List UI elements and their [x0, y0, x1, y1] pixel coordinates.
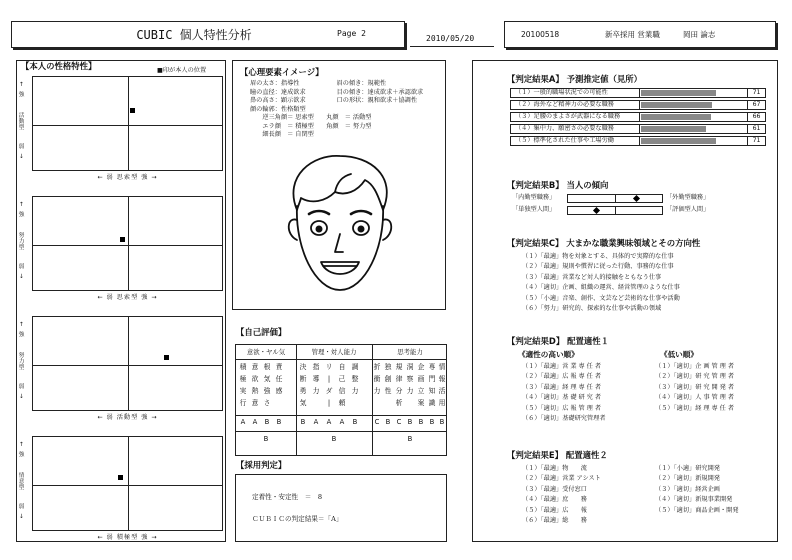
self-eval-char: |: [327, 375, 331, 383]
y-axis-weak: 弱: [18, 384, 25, 390]
result-a-value: 67: [747, 100, 765, 110]
self-eval-char-row: [236, 399, 446, 410]
result-b-left-label: 「内勤型職務」: [512, 194, 556, 201]
result-a-row: [510, 112, 766, 122]
x-axis-label: ← 弱 積極型 強 →: [97, 534, 158, 541]
self-eval-rating: B: [352, 418, 358, 426]
chart-plot-area: [32, 196, 223, 291]
result-a-bar: [641, 114, 711, 120]
psych-legend-line: 眉の太さ：指導性 眉の傾き：規範性: [250, 80, 387, 87]
result-c-item: （５）「小適」音楽、創作、文芸など芸術的な仕事や活動: [522, 294, 680, 302]
result-d-low-item: （３）「適切」研 究 開 発 者: [655, 383, 735, 391]
group-rating-motivation: B: [263, 435, 269, 443]
chart-plot-area: [32, 76, 223, 171]
y-axis-bottom-arrow: ↓: [19, 154, 24, 160]
psych-title: 【心理要素イメージ】: [240, 67, 324, 77]
result-b-marker: [633, 194, 640, 201]
report-title: CUBIC 個人特性分析: [136, 28, 252, 42]
y-axis-top-arrow: ↑: [19, 202, 24, 208]
result-a-value: 61: [747, 124, 765, 134]
y-axis-weak: 弱: [18, 264, 25, 270]
position-marker: [130, 108, 135, 113]
self-eval-rating: B: [385, 418, 391, 426]
self-eval-rating: B: [407, 418, 413, 426]
result-d-low-item: （５）「適切」経 理 専 任 者: [655, 404, 735, 412]
result-e-title: 【判定結果E】 配置適性２: [507, 450, 608, 460]
result-d-high-item: （６）「適切」基礎研究管理者: [522, 415, 606, 423]
candidate-box: [504, 21, 776, 48]
title-box: [11, 21, 405, 48]
self-eval-rating: B: [439, 418, 445, 426]
y-axis-bottom-arrow: ↓: [19, 274, 24, 280]
result-a-row: [510, 100, 766, 110]
self-eval-char-row: [236, 387, 446, 398]
result-a-value: 71: [747, 88, 765, 98]
group-header-management: 管理・対人能力: [311, 348, 357, 356]
self-eval-char: 意: [251, 363, 259, 371]
self-eval-rating: B: [300, 418, 306, 426]
self-eval-char: 力: [351, 387, 359, 395]
result-c-title: 【判定結果C】 大まかな職業興味領域とその方向性: [507, 238, 701, 248]
psych-legend-line: 瞳の直径：達成欲求 目の傾き：達成欲求＋承認欲求: [250, 88, 424, 96]
result-e-left-item: （４）「最適」庶 務: [522, 496, 587, 504]
result-c-item: （６）「努力」研究的、探索的な仕事や活動の領域: [522, 305, 662, 313]
self-eval-char: 極: [239, 375, 247, 383]
result-d-low-item: （４）「適切」人 事 管 理 者: [655, 394, 735, 402]
self-eval-char: 知: [428, 387, 436, 395]
y-axis-top-arrow: ↑: [19, 322, 24, 328]
y-axis-strong: 強: [18, 332, 25, 338]
y-axis-label: 努 力 型: [18, 353, 25, 371]
self-eval-rating: C: [374, 418, 380, 426]
result-a-bar: [641, 126, 706, 132]
result-c-list: [522, 252, 680, 314]
result-c-item: （２）「最適」規則や慣習に従った行動、事務的な仕事: [522, 263, 674, 271]
self-eval-divider: [236, 431, 446, 432]
result-d-high-list: [522, 362, 606, 424]
result-d-low-list: [655, 362, 734, 414]
y-axis-bottom-arrow: ↓: [19, 394, 24, 400]
cubic-result: ＣＵＢＩＣの判定結果＝「A」: [252, 515, 343, 523]
result-d-low-title: 《低い順》: [660, 350, 698, 359]
self-eval-char: 頼: [338, 399, 346, 407]
self-eval-rating: A: [252, 418, 258, 426]
chart-plot-area: [32, 316, 223, 411]
self-eval-rating: B: [276, 418, 282, 426]
group-rating-thinking: B: [407, 435, 413, 443]
y-axis-label: 活 動 型: [18, 113, 25, 131]
result-e-left-item: （５）「最適」広 報: [522, 506, 587, 514]
result-a-label: （１）一般的職場状況での可能性: [515, 89, 608, 96]
self-eval-divider: [236, 359, 446, 360]
result-a-row: [510, 124, 766, 134]
self-eval-char: 門: [428, 375, 436, 383]
report-date: 2010/05/20: [426, 34, 475, 43]
self-eval-char: 断: [299, 375, 307, 383]
self-eval-char: 案: [417, 399, 425, 407]
self-eval-rating: A: [313, 418, 319, 426]
result-d-high-item: （２）「最適」広 報 専 任 者: [522, 373, 602, 381]
result-b-title: 【判定結果B】 当人の傾向: [507, 180, 609, 190]
self-eval-char: 整: [351, 375, 359, 383]
result-a-separator: [639, 88, 640, 98]
self-eval-char: 指: [312, 363, 320, 371]
self-eval-title: 【自己評価】: [236, 327, 287, 337]
y-axis-weak: 弱: [18, 504, 25, 510]
self-eval-char: 気: [299, 399, 307, 407]
y-axis-top-arrow: ↑: [19, 442, 24, 448]
group-header-thinking: 思考能力: [397, 348, 423, 356]
position-marker: [118, 475, 123, 480]
self-eval-char: 独: [384, 363, 392, 371]
result-a-title: 【判定結果A】 予測推定値（見所）: [507, 74, 643, 84]
position-marker: [120, 237, 125, 242]
self-eval-char: 欲: [251, 375, 259, 383]
self-eval-char: 律: [395, 375, 403, 383]
recruit-box: [235, 474, 447, 542]
personality-chart: [16, 190, 226, 305]
self-eval-char: 己: [338, 375, 346, 383]
result-a-row: [510, 136, 766, 146]
date-underline: [410, 46, 494, 47]
position-marker: [164, 355, 169, 360]
self-eval-char: 識: [428, 399, 436, 407]
psych-legend-line: 顔の輪郭：性格類型: [250, 105, 306, 113]
result-b-scale-mid: [615, 195, 616, 202]
self-eval-char: 力: [312, 387, 320, 395]
result-e-right-item: （３）「適切」経営企画: [655, 485, 720, 493]
self-eval-rating: A: [240, 418, 246, 426]
self-eval-char: 画: [417, 375, 425, 383]
self-eval-char: 報: [438, 375, 446, 383]
self-eval-char: 任: [275, 375, 283, 383]
self-eval-rating: B: [264, 418, 270, 426]
self-eval-rating: B: [418, 418, 424, 426]
chart-midline-v: [128, 317, 129, 410]
result-a-value: 66: [747, 112, 765, 122]
result-e-left-item: （２）「最適」営業 アシスト: [522, 475, 601, 483]
result-a-bar: [641, 90, 716, 96]
result-a-separator: [639, 124, 640, 134]
self-eval-char: さ: [263, 399, 271, 407]
left-pupil: [316, 226, 323, 233]
psych-legend-line: 逆三角顔＝ 思索型 丸顔 ＝ 活動型: [250, 114, 372, 122]
self-eval-ratings-row: [236, 418, 446, 430]
candidate-id: 20100518: [521, 30, 560, 39]
x-axis-label: ← 弱 活動型 強 →: [97, 414, 158, 421]
recruit-title: 【採用判定】: [236, 460, 287, 470]
result-e-right-list: [655, 464, 739, 516]
self-eval-rating: B: [429, 418, 435, 426]
self-eval-char: 察: [406, 375, 414, 383]
self-eval-char: 行: [239, 399, 247, 407]
psych-legend-line: エラ顔 ＝ 積極型 角顔 ＝ 努力型: [250, 122, 372, 130]
result-a-label: （４）集中力、願密さの必要な職務: [515, 125, 614, 132]
personality-title: 【本人の性格特性】: [21, 61, 97, 71]
chart-midline-v: [128, 437, 129, 530]
result-c-item: （１）「最適」物を対象とする、具体的で実際的な仕事: [522, 253, 674, 260]
self-eval-char: 洞: [406, 363, 414, 371]
self-eval-rating: A: [326, 418, 332, 426]
self-eval-rating: C: [396, 418, 402, 426]
self-eval-char: ダ: [325, 387, 333, 395]
result-e-left-item: （１）「最適」物 流: [522, 465, 587, 472]
result-c-item: （３）「最適」営業など対人的接触をともなう仕事: [522, 273, 662, 281]
result-e-right-item: （４）「適切」新規事業開発: [655, 496, 733, 504]
result-d-high-title: 《適性の高い順》: [518, 350, 579, 359]
self-eval-char: 性: [384, 387, 392, 395]
face-illustration: [265, 148, 415, 298]
personality-chart: [16, 70, 226, 185]
result-a-label: （５）標準化された仕事や工場労働: [515, 137, 614, 144]
self-eval-char: 熱: [251, 387, 259, 395]
result-a-row: [510, 88, 766, 98]
self-eval-table: [235, 344, 447, 456]
chart-midline-v: [128, 77, 129, 170]
result-a-bar: [641, 138, 716, 144]
y-axis-label: 努 力 型: [18, 233, 25, 251]
chart-plot-area: [32, 436, 223, 531]
self-eval-char: 立: [417, 387, 425, 395]
self-eval-char: 規: [395, 363, 403, 371]
result-a-separator: [639, 136, 640, 146]
psych-legend-line: 鼻の高さ：顕示欲求 口の形状：親和欲求＋協調性: [250, 97, 418, 105]
result-b-right-label: 「評価型人間」: [666, 206, 710, 213]
x-axis-label: ← 弱 思索型 強 →: [97, 294, 158, 301]
self-eval-char: 強: [263, 387, 271, 395]
self-eval-char: 活: [438, 387, 446, 395]
result-d-low-item: （２）「適切」研 究 管 理 者: [655, 373, 735, 381]
group-rating-management: B: [331, 435, 337, 443]
self-eval-char: 根: [263, 363, 271, 371]
result-d-high-item: （４）「適切」基 礎 研 究 者: [522, 394, 602, 402]
result-d-high-item: （１）「最適」営 業 専 任 者: [522, 363, 602, 370]
result-d-high-item: （３）「最適」経 理 専 任 者: [522, 383, 602, 391]
self-eval-char: 意: [251, 399, 259, 407]
result-b-marker: [593, 206, 600, 213]
self-eval-char: 導: [312, 375, 320, 383]
self-eval-char: |: [327, 399, 331, 407]
candidate-category: 新卒採用 営業職: [605, 30, 660, 39]
y-axis-label: 情 意 型: [18, 473, 25, 491]
result-e-left-item: （６）「最適」総 務: [522, 517, 587, 525]
chart-midline-v: [128, 197, 129, 290]
self-eval-char-row: [236, 363, 446, 374]
result-a-separator: [639, 112, 640, 122]
y-axis-top-arrow: ↑: [19, 82, 24, 88]
y-axis-weak: 弱: [18, 144, 25, 150]
self-eval-char: 析: [395, 399, 403, 407]
result-e-right-item: （５）「適切」商品企画・開発: [655, 506, 739, 514]
result-a-value: 71: [747, 136, 765, 146]
self-eval-char: 気: [263, 375, 271, 383]
self-eval-char: 自: [338, 363, 346, 371]
result-c-item: （４）「適切」企画、組織の運営、経営管理のような仕事: [522, 284, 680, 292]
result-b-scale: [567, 206, 663, 215]
self-eval-char: 企: [417, 363, 425, 371]
self-eval-char: 信: [338, 387, 346, 395]
psych-legend: [250, 80, 423, 140]
self-eval-char: 力: [373, 387, 381, 395]
result-a-label: （３）足腰のまよさが武器になる職務: [515, 113, 621, 120]
y-axis-strong: 強: [18, 92, 25, 98]
self-eval-char: 専: [428, 363, 436, 371]
self-eval-char: 情: [438, 363, 446, 371]
right-pupil: [358, 226, 365, 233]
result-b-scale-mid: [615, 207, 616, 214]
page-number: Page 2: [337, 29, 366, 38]
self-eval-char: リ: [325, 363, 333, 371]
personality-chart: [16, 430, 226, 545]
result-a-separator: [639, 100, 640, 110]
self-eval-char: 創: [384, 375, 392, 383]
result-e-left-list: [522, 464, 601, 526]
y-axis-bottom-arrow: ↓: [19, 514, 24, 520]
self-eval-char: 感: [275, 387, 283, 395]
validity-score: 定着性・安定性 ＝ 8: [252, 493, 323, 501]
self-eval-char: 実: [239, 387, 247, 395]
result-d-low-item: （１）「適切」企 画 管 理 者: [655, 363, 735, 370]
result-e-right-item: （１）「小適」研究開発: [655, 465, 720, 472]
self-eval-char: 調: [351, 363, 359, 371]
self-eval-char: 分: [395, 387, 403, 395]
self-eval-char: 決: [299, 363, 307, 371]
y-axis-strong: 強: [18, 452, 25, 458]
personality-legend: ■印が本人の位置: [157, 67, 207, 74]
result-d-high-item: （５）「適切」広 報 管 理 者: [522, 404, 602, 412]
self-eval-rating: A: [339, 418, 345, 426]
candidate-name: 岡田 論志: [683, 30, 716, 39]
result-b-scale: [567, 194, 663, 203]
result-a-bar: [641, 102, 712, 108]
self-eval-char: 折: [373, 363, 381, 371]
personality-chart: [16, 310, 226, 425]
group-header-motivation: 意欲・ヤル気: [246, 348, 286, 356]
self-eval-char: 責: [275, 363, 283, 371]
result-a-label: （２）海外など精神力の必要な職務: [515, 101, 614, 108]
y-axis-strong: 強: [18, 212, 25, 218]
self-eval-char: 勇: [299, 387, 307, 395]
self-eval-char: 力: [406, 387, 414, 395]
x-axis-label: ← 弱 思索型 強 →: [97, 174, 158, 181]
result-e-left-item: （３）「最適」受付窓口: [522, 485, 587, 493]
self-eval-char: 用: [438, 399, 446, 407]
result-b-right-label: 「外勤型職務」: [666, 194, 710, 201]
result-e-right-item: （２）「適切」新規開発: [655, 475, 720, 483]
self-eval-char-row: [236, 375, 446, 386]
self-eval-char: 衝: [373, 375, 381, 383]
result-b-left-label: 「単独型人間」: [512, 206, 556, 213]
self-eval-char: 積: [239, 363, 247, 371]
result-d-title: 【判定結果D】 配置適性１: [507, 336, 609, 346]
self-eval-divider: [236, 415, 446, 416]
psych-legend-line: 細長顔 ＝ 自閉型: [250, 131, 314, 139]
